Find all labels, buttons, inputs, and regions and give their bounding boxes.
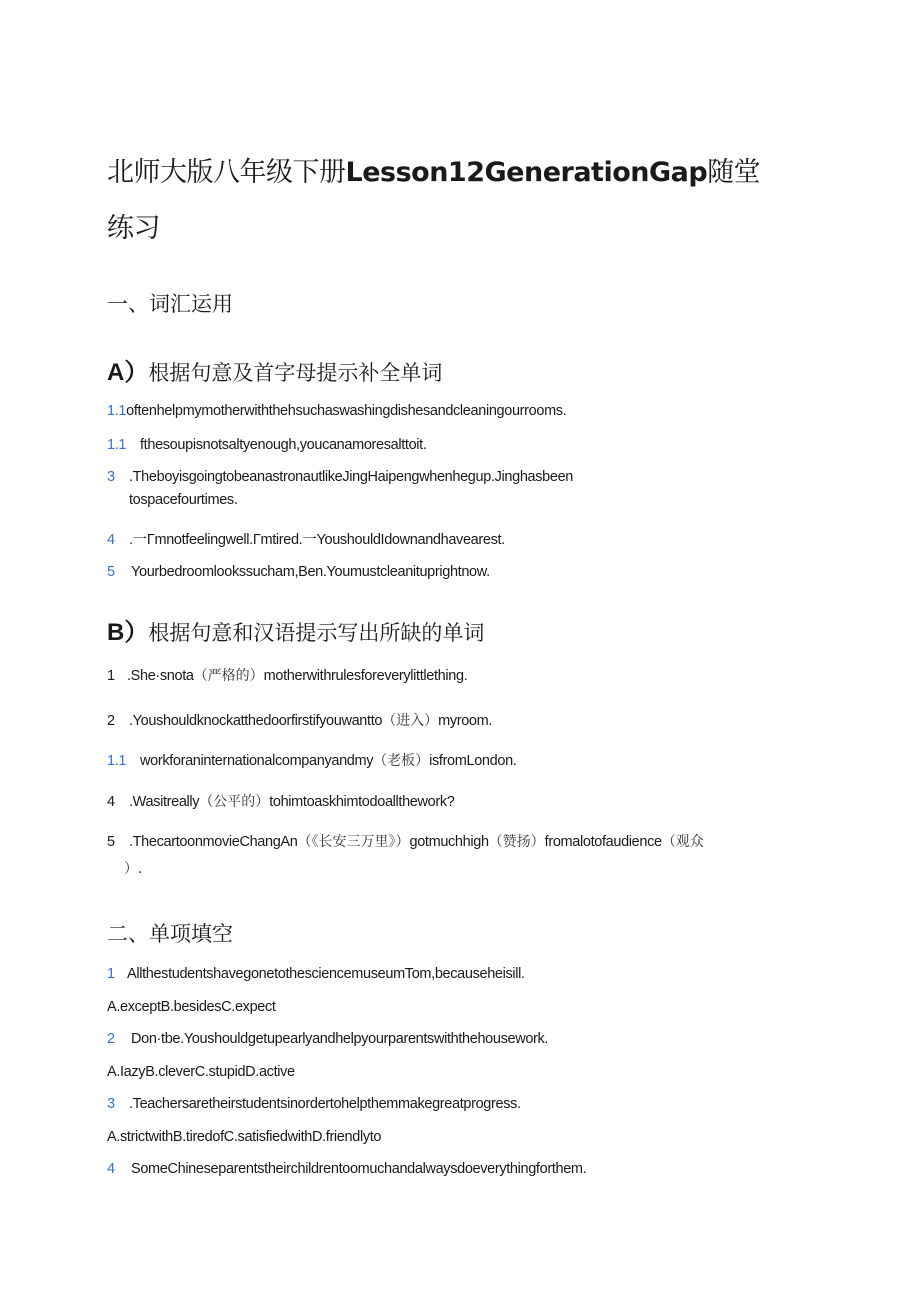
part-a-heading xyxy=(107,352,442,387)
question-text: oftenhelpmymotherwiththehsuchaswashingdishesandcleaningourrooms. xyxy=(126,403,567,419)
question-b3 xyxy=(107,750,516,770)
question-text: .一Γmnotfeelingwell.Γmtired.一YoushouldIdownandhavearest. xyxy=(129,532,505,548)
part-a-title: 根据句意及首字母提示补全单词 xyxy=(148,361,443,385)
mc-options-1: A.exceptB.besidesC.expect xyxy=(107,999,276,1015)
question-text: motherwithrulesforeverylittlething. xyxy=(263,668,468,684)
mc-question-4 xyxy=(107,1161,586,1177)
question-text: gotmuchhigh xyxy=(409,834,489,850)
section-heading-vocabulary: 一、词汇运用 xyxy=(107,292,233,316)
question-text: isfromLondon. xyxy=(429,753,517,769)
mc-question-3 xyxy=(107,1096,521,1112)
document-title-line2: 练习 xyxy=(107,213,160,244)
question-number: 1.1 xyxy=(107,403,127,419)
part-a-label: A） xyxy=(107,359,149,386)
question-text: .Youshouldknockatthedoorfirstifyouwantto xyxy=(129,713,383,729)
question-text: .TheboyisgoingtobeanastronautlikeJingHaipengwhenhegup.Jinghasbeen xyxy=(129,469,574,485)
question-b1 xyxy=(107,665,467,685)
question-number: 3 xyxy=(107,469,115,485)
document-title xyxy=(107,150,760,189)
section-heading-multiple-choice: 二、单项填空 xyxy=(107,922,233,946)
mc-options-2: A.IazyB.cleverC.stupidD.active xyxy=(107,1064,295,1080)
chinese-hint: （公平的） xyxy=(199,794,270,810)
question-number: 4 xyxy=(107,532,115,548)
part-b-label: B） xyxy=(107,619,149,646)
question-number: 4 xyxy=(107,794,115,810)
question-a1 xyxy=(107,403,566,419)
question-b2 xyxy=(107,710,492,730)
question-number: 2 xyxy=(107,713,115,729)
part-b-title: 根据句意和汉语提示写出所缺的单词 xyxy=(148,621,485,645)
question-number: 4 xyxy=(107,1161,115,1177)
question-a4 xyxy=(107,528,505,549)
mc-question-1 xyxy=(107,966,525,982)
question-text: .She·snota xyxy=(127,668,194,684)
question-text: .Wasitreally xyxy=(129,794,200,810)
chinese-hint: （观众 xyxy=(661,834,704,850)
question-b5-continuation: ）. xyxy=(124,861,143,877)
question-text: myroom. xyxy=(438,713,493,729)
chinese-hint: （赞扬） xyxy=(488,834,545,850)
question-text: SomeChineseparentstheirchildrentoomuchandalwaysdoeverythingforthem. xyxy=(131,1161,587,1177)
question-b4 xyxy=(107,791,454,811)
title-prefix: 北师大版八年级下册 xyxy=(107,157,346,188)
chinese-hint: （严格的） xyxy=(193,668,264,684)
question-text: fromalotofaudience xyxy=(544,834,662,850)
question-a5 xyxy=(107,564,490,580)
title-suffix: 随堂 xyxy=(707,157,761,188)
chinese-hint: （进入） xyxy=(382,713,439,729)
question-text: AllthestudentshavegonetothesciencemuseumTom,becauseheisill. xyxy=(127,966,525,982)
question-text: .ThecartoonmovieChangAn xyxy=(129,834,298,850)
question-number: 1 xyxy=(107,668,115,684)
chinese-hint: （老板） xyxy=(373,753,430,769)
question-b5 xyxy=(107,831,704,851)
question-a2 xyxy=(107,437,427,453)
question-text: fthesoupisnotsaltyenough,youcanamoresalttoit. xyxy=(140,437,427,453)
question-a3-continuation: tospacefourtimes. xyxy=(129,492,238,508)
title-bold: Lesson12GenerationGap xyxy=(345,157,708,188)
question-text: tohimtoaskhimtodoallthework? xyxy=(269,794,455,810)
question-text: Don·tbe.Youshouldgetupearlyandhelpyourparentswiththehousework. xyxy=(131,1031,549,1047)
chinese-hint: （《长安三万里》） xyxy=(297,834,410,850)
part-b-heading xyxy=(107,612,484,647)
question-number: 1.1 xyxy=(107,753,127,769)
question-number: 5 xyxy=(107,564,115,580)
mc-question-2 xyxy=(107,1031,548,1047)
question-number: 2 xyxy=(107,1031,115,1047)
mc-options-3: A.strictwithB.tiredofC.satisfiedwithD.friendlyto xyxy=(107,1129,382,1145)
question-text: workforaninternationalcompanyandmy xyxy=(140,753,374,769)
question-number: 5 xyxy=(107,834,115,850)
question-a3 xyxy=(107,469,573,485)
question-number: 1 xyxy=(107,966,115,982)
question-number: 3 xyxy=(107,1096,115,1112)
question-number: 1.1 xyxy=(107,437,127,453)
question-text: Yourbedroomlookssucham,Ben.Youmustcleanituprightnow. xyxy=(131,564,490,580)
question-text: .Teachersaretheirstudentsinordertohelpthemmakegreatprogress. xyxy=(129,1096,521,1112)
